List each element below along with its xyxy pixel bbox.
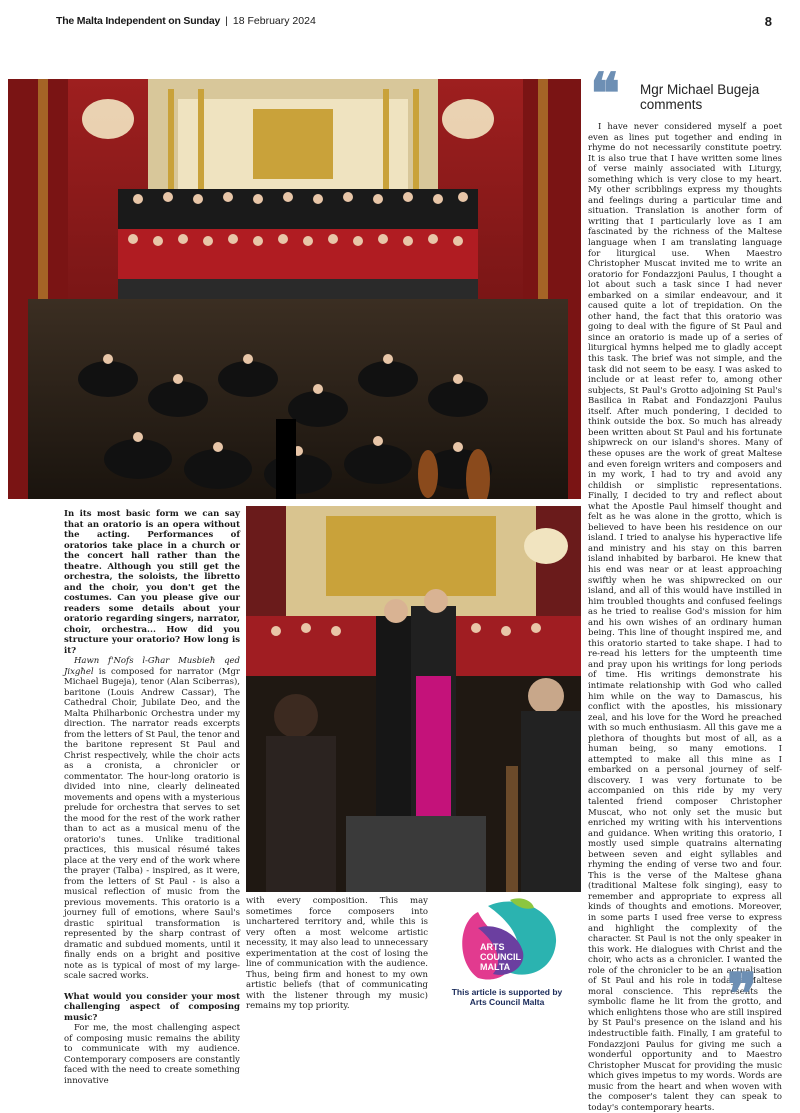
oratorio-title: Hawn f'Nofs l-Għar Musbieħ qed Jixgħel [64, 656, 240, 677]
embrace-photo [246, 506, 581, 892]
byline-author: Mgr Michael Bugeja [640, 82, 760, 97]
orchestra-choir-photo [8, 79, 581, 499]
issue-date: 18 February 2024 [232, 15, 316, 27]
header-separator: | [225, 15, 228, 27]
close-quote-mark: ❞ [727, 961, 758, 1027]
answer-1-text: is composed for narrator (Mgr Michael Bugeja), tenor (Alan Sciberras), baritone (Louis Andrew Cassar), The Cathedral Choir, Jubilate Deo, and the Malta Philharbonic Orchestra under my direction. The narrator reads excerpts from the letters of St Paul, the tenor and the baritone represent St Paul and Christ respectively, while the choir acts as a cronista, a chronicler or commentator. The hour-long oratorio is divided into nine, clearly delineated movements and opens with a mysterious prelude for orchestra that serves to set the mood for the rest of the work rather than to act as a musical menu of the oratorio's tunes. Unlike traditional practices, this musical résumé takes place at the very end of the work where the prayer (Talba) - inspired, as it were, from the letters of St Paul - is also a musical reflection of music from the previous movements. This oratorio is a journey full of emotions, where Saul's drastic spiritual transformation is represented by the sharp contrast of dramatic and subdued moments, until it finally ends on a bright and positive note as is typical of most of my large-scale sacred works. [64, 666, 240, 981]
continuation-paragraph: with every composition. This may sometimes force composers into unchartered territory and, while this is very often a most welcome artistic necessity, it may also lead to unnecessary experimentation at the cost of losing the line of communication with the audience. Thus, being firm and honest to my own artistic beliefs (that of communicating with the listener through my music) remains my top priority. [246, 896, 428, 1011]
logo-text-council: COUNCIL [480, 952, 521, 962]
logo-wordmark [480, 942, 560, 972]
header-left [56, 15, 316, 27]
byline-comments: comments [640, 97, 703, 112]
support-line-2: Arts Council Malta [469, 997, 545, 1007]
interview-column [64, 509, 240, 1086]
publication-name: The Malta Independent on Sunday [56, 15, 221, 27]
essay-paragraph: I have never considered myself a poet even as lines put together and ending in rhyme do not necessarily constitute poetry. It is also true that I have written some lines of verse mainly associated with Liturgy, something which is very close to my heart. My other scribblings express my thoughts and feelings during a particular time and situation. Translation is another form of writing that I particularly love as I am fascinated by the richness of the Maltese language when I am translating language for liturgical use. When Maestro Christopher Muscat invited me to write an oratorio for Fondazzjoni Paulus, I thought a lot about such a task since I had never embarked on a similar endeavour, and it caused quite a lot of trepidation. On the other hand, the fact that this oratorio was going to deal with the figure of St Paul and since an oratorio is made up of a series of liturgical hymns helped me to gladly accept this task. The brief was not simple, and the task did not seem to be easy. I was asked to include or at least refer to, among other subjects, St Paul's Grotto adjoining St Paul's Basilica in Rabat and Fondazzjoni Paulus itself. After much pondering, I decided to think outside the box. So much has already been written about St Paul and his fortunate shipwreck on our island's shores. Many of these opuses are the work of great Maltese and even foreign writers and composers and in my work, I had to try and avoid any childish or simplistic representations. Finally, I decided to try and reflect about what the Apostle Paul himself thought and felt as he was alone in the grotto, which is believed to have been his residence on our island. I tried to analyse his hyperactive life and ministry and his stay on this barren island inhabited by barbaroi. He knew that his end was near or at least approaching swiftly when he was shipwrecked on our island, and all of this would have instilled in him troubled thoughts and confused feelings as he tried to realise God's mission for him and his own wishes of an ordinary human being. This line of thought inspired me, and this oratorio started to take shape. I had to re-read his letters for the umpteenth time and pray upon his writings for long periods of time. His writings demonstrate his intimate relationship with God who called him while on the way to Damascus, his conflict with the apostles, his missionary zeal, and his love for the Word he preached with so much enthusiasm. All this gave me a plethora of thoughts but most of all, as a human being, so many emotions. I attempted to make all this mine as I embarked on a personal journey of self-discovery. I was very fortunate to be accompanied on this ride by my very talented friend composer Christopher Muscat, who not only set the music but enriched my writing with his interventions and guidance. When writing this oratorio, I mostly used simple quatrains alternating between seven and eight syllables and rhyming the ending of verse two and four. This is the verse of the Maltese għana (traditional Maltese folk singing), easy to remember and appropriate to express all kinds of thoughts and emotions. Moreover, in some parts I used free verse to express and highlight the complexity of the character. St Paul is not the only speaker in this work. He dialogues with Christ and the choir, who acts as a chronicler. I wanted the role of the chronicler to be an actualisation of St Paul and his role in today's Maltese moral conscience. This represents the symbolic flame he lit from the grotto, and which enlightens those who are still inspired by St Paul's presence on the island and his indestructible faith. Finally, I am grateful to Fondazzjoni Paulus for giving me such a wonderful opportunity and to Maestro Christopher Muscat for providing the music which gives impetus to my words. Words are music from the heart and when woven with the composer's talent they can speak to today's contemporary hearts. [588, 122, 782, 1113]
support-line-1: This article is supported by [451, 987, 563, 997]
interview-question-2: What would you consider your most challenging aspect of composing music? [64, 991, 240, 1023]
interview-answer-1 [64, 656, 240, 982]
interview-question-1: In its most basic form we can say that an oratorio is an opera without the acting. Performances of oratorios take place in a church or the concert hall rather than the theatre. Although you still get the orchestra, the soloists, the libretto and the choir, you don't get the costumes. Can you please give our readers some details about your oratorio regarding singers, narrator, choir, orchestra... How did you structure your oratorio? How long is it? [64, 509, 240, 656]
byline [640, 82, 780, 112]
open-quote-mark: ❝ [590, 61, 621, 127]
page-header [56, 12, 772, 30]
interview-continuation [246, 896, 428, 1012]
page-number: 8 [764, 13, 772, 29]
interview-answer-2: For me, the most challenging aspect of composing music remains the ability to communicate with my audience. Contemporary composers are constantly faced with the need to create something innovative [64, 1023, 240, 1086]
logo-text-arts: ARTS [480, 942, 505, 952]
logo-text-malta: MALTA [480, 962, 511, 972]
support-note [440, 987, 574, 1007]
